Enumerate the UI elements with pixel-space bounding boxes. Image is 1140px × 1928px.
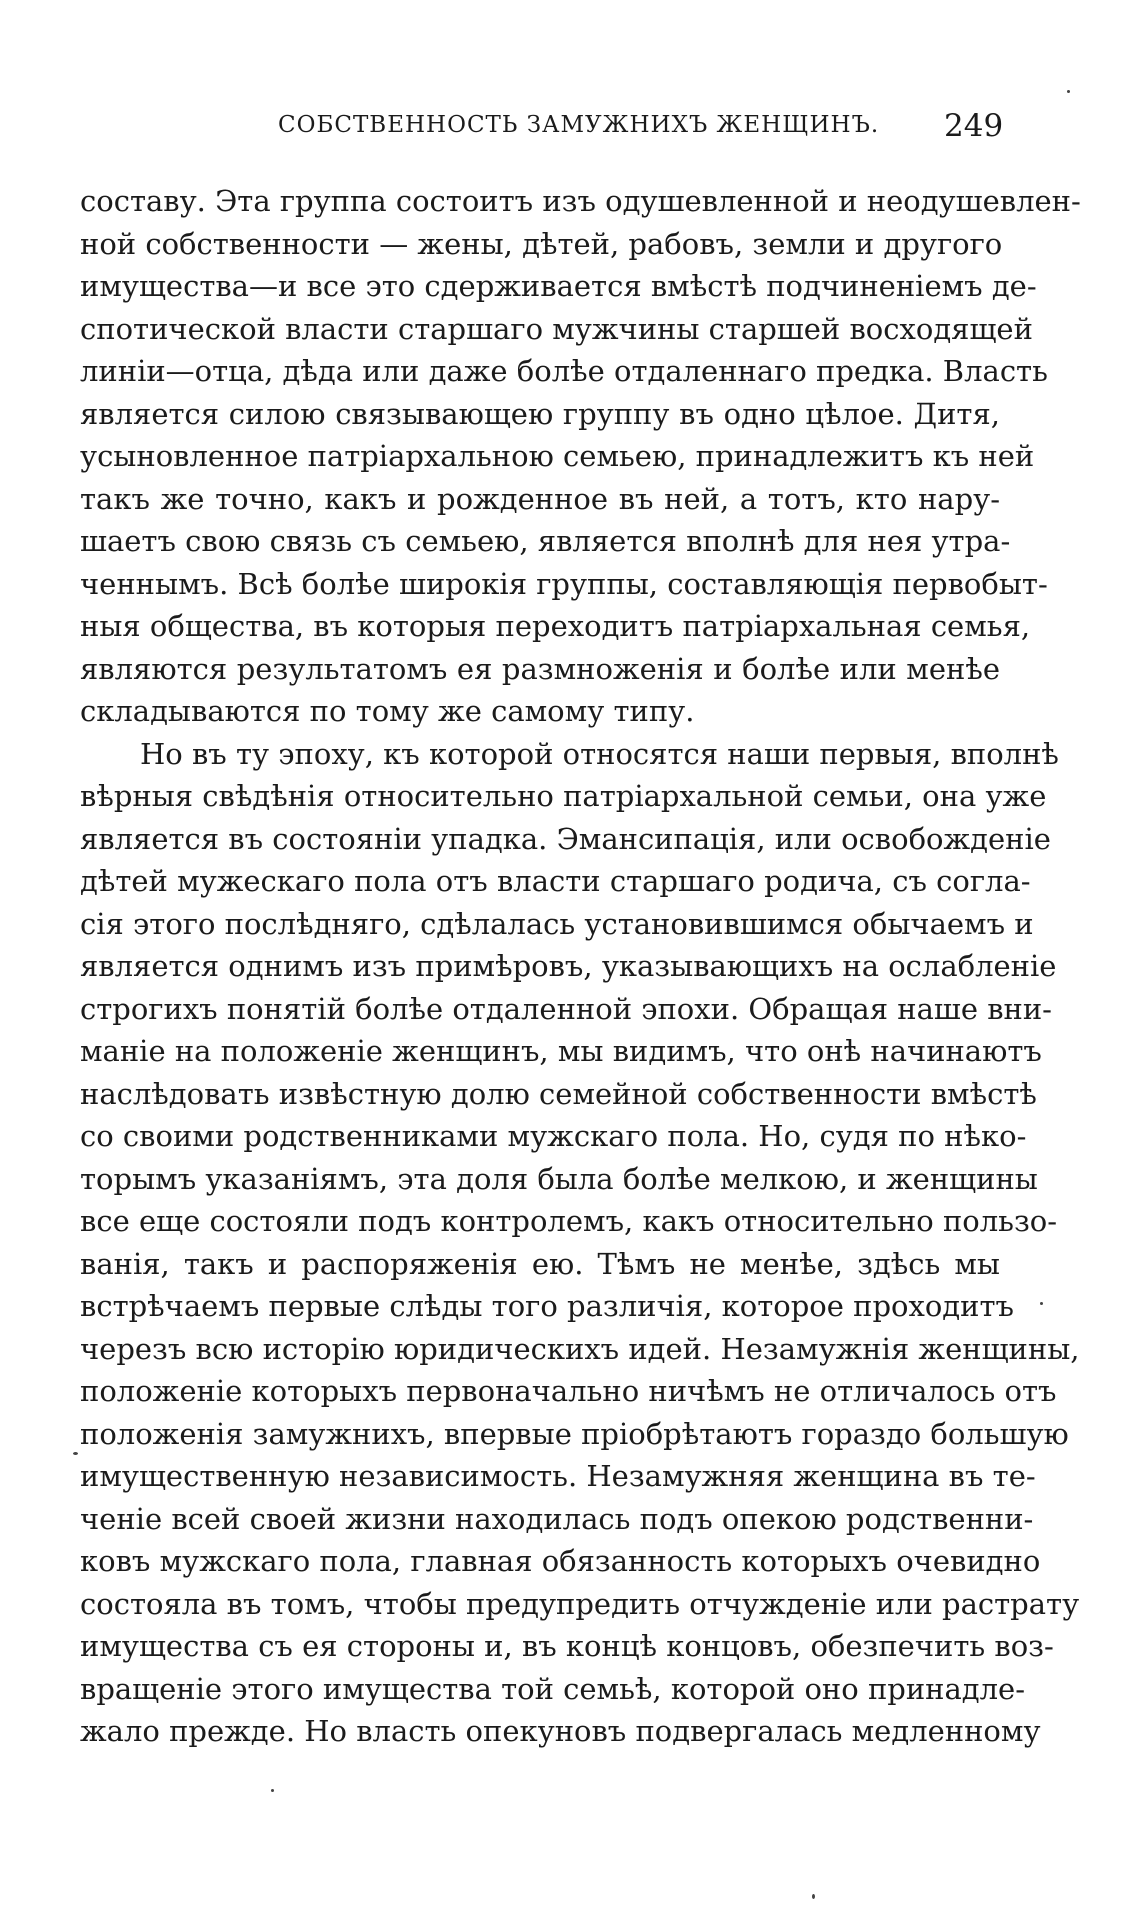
text-line: ченіе всей своей жизни находилась подъ опекою родственни- [80,1501,1034,1536]
scan-speck [1040,1302,1043,1305]
scan-speck [1067,90,1070,93]
text-line: состояла въ томъ, чтобы предупредить отчужденіе или растрату [80,1586,1080,1621]
text-line: ковъ мужскаго пола, главная обязанность которыхъ очевидно [80,1544,1041,1578]
text-line: торымъ указаніямъ, эта доля была болѣе мелкою, и женщины [80,1161,1038,1196]
text-line: черезъ всю исторію юридическихъ идей. Незамужнія женщины, [80,1331,1080,1366]
scan-speck [812,1894,815,1899]
text-line: все еще состояли подъ контролемъ, какъ относительно пользо- [80,1204,1058,1238]
text-line: дѣтей мужескаго пола отъ власти старшаго родича, съ согла- [80,864,1031,898]
text-line: усыновленное патріархальною семьею, принадлежитъ къ ней [80,439,1035,473]
text-line: линіи—отца, дѣда или даже болѣе отдаленнаго предка. Власть [80,354,1048,388]
text-line: жало прежде. Но власть опекуновъ подвергалась медленному [80,1714,1041,1748]
text-line: положенія замужнихъ, впервые пріобрѣтаютъ гораздо большую [80,1416,1069,1451]
text-line: вращеніе этого имущества той семьѣ, которой оно принадле- [80,1671,1026,1706]
text-line: является силою связывающею группу въ одно цѣлое. Дитя, [80,396,1000,431]
text-line: имущественную независимость. Незамужняя женщина въ те- [80,1459,1036,1493]
scan-speck [73,1452,78,1455]
body-text [80,180,1081,1753]
text-line: такъ же точно, какъ и рожденное въ ней, а тотъ, кто нару- [80,481,1000,516]
text-line: составу. Эта группа состоитъ изъ одушевленной и неодушевлен- [80,184,1081,218]
text-line: имущества—и все это сдерживается вмѣстѣ подчиненіемъ де- [80,269,1037,303]
text-line: ной собственности — жены, дѣтей, рабовъ, земли и другого [80,226,1003,261]
text-line: со своими родственниками мужскаго пола. Но, судя по нѣко- [80,1119,1027,1153]
paragraph-1 [80,180,1081,733]
text-line: ныя общества, въ которыя переходитъ патріархальная семья, [80,609,1031,643]
text-line: наслѣдовать извѣстную долю семейной собственности вмѣстѣ [80,1076,1037,1111]
text-line: является однимъ изъ примѣровъ, указывающихъ на ослабленіе [80,949,1057,983]
text-line: вѣрныя свѣдѣнія относительно патріархальной семьи, она уже [80,779,1047,813]
text-line: маніе на положеніе женщинъ, мы видимъ, что онѣ начинаютъ [80,1034,1042,1068]
paragraph-2 [80,733,1080,1753]
page-number: 249 [944,108,1004,144]
text-line: ванія, такъ и распоряженія ею. Тѣмъ не менѣе, здѣсь мы [80,1246,1000,1281]
text-line: шаетъ свою связь съ семьею, является вполнѣ для нея утра- [80,524,1011,558]
text-line: положеніе которыхъ первоначально ничѣмъ не отличалось отъ [80,1374,1057,1408]
text-line: Но въ ту эпоху, къ которой относятся наши первыя, вполнѣ [140,736,1059,771]
text-line: являются результатомъ ея размноженія и болѣе или менѣе [80,651,1000,686]
text-line: сія этого послѣдняго, сдѣлалась установившимся обычаемъ и [80,906,1034,941]
text-line: складываются по тому же самому типу. [80,694,695,728]
text-line: имущества съ ея стороны и, въ концѣ концовъ, обезпечить воз- [80,1629,1054,1663]
text-line: встрѣчаемъ первые слѣды того различія, которое проходитъ [80,1289,1014,1323]
text-line: строгихъ понятій болѣе отдаленной эпохи. Обращая наше вни- [80,991,1052,1026]
text-line: спотической власти старшаго мужчины старшей восходящей [80,311,1033,346]
text-line: является въ состояніи упадка. Эмансипація, или освобожденіе [80,821,1051,856]
scan-speck [271,1789,274,1792]
running-head: СОБСТВЕННОСТЬ ЗАМУЖНИХЪ ЖЕНЩИНЪ. [278,112,880,138]
text-line: ченнымъ. Всѣ болѣе широкія группы, составляющія первобыт- [80,566,1048,601]
